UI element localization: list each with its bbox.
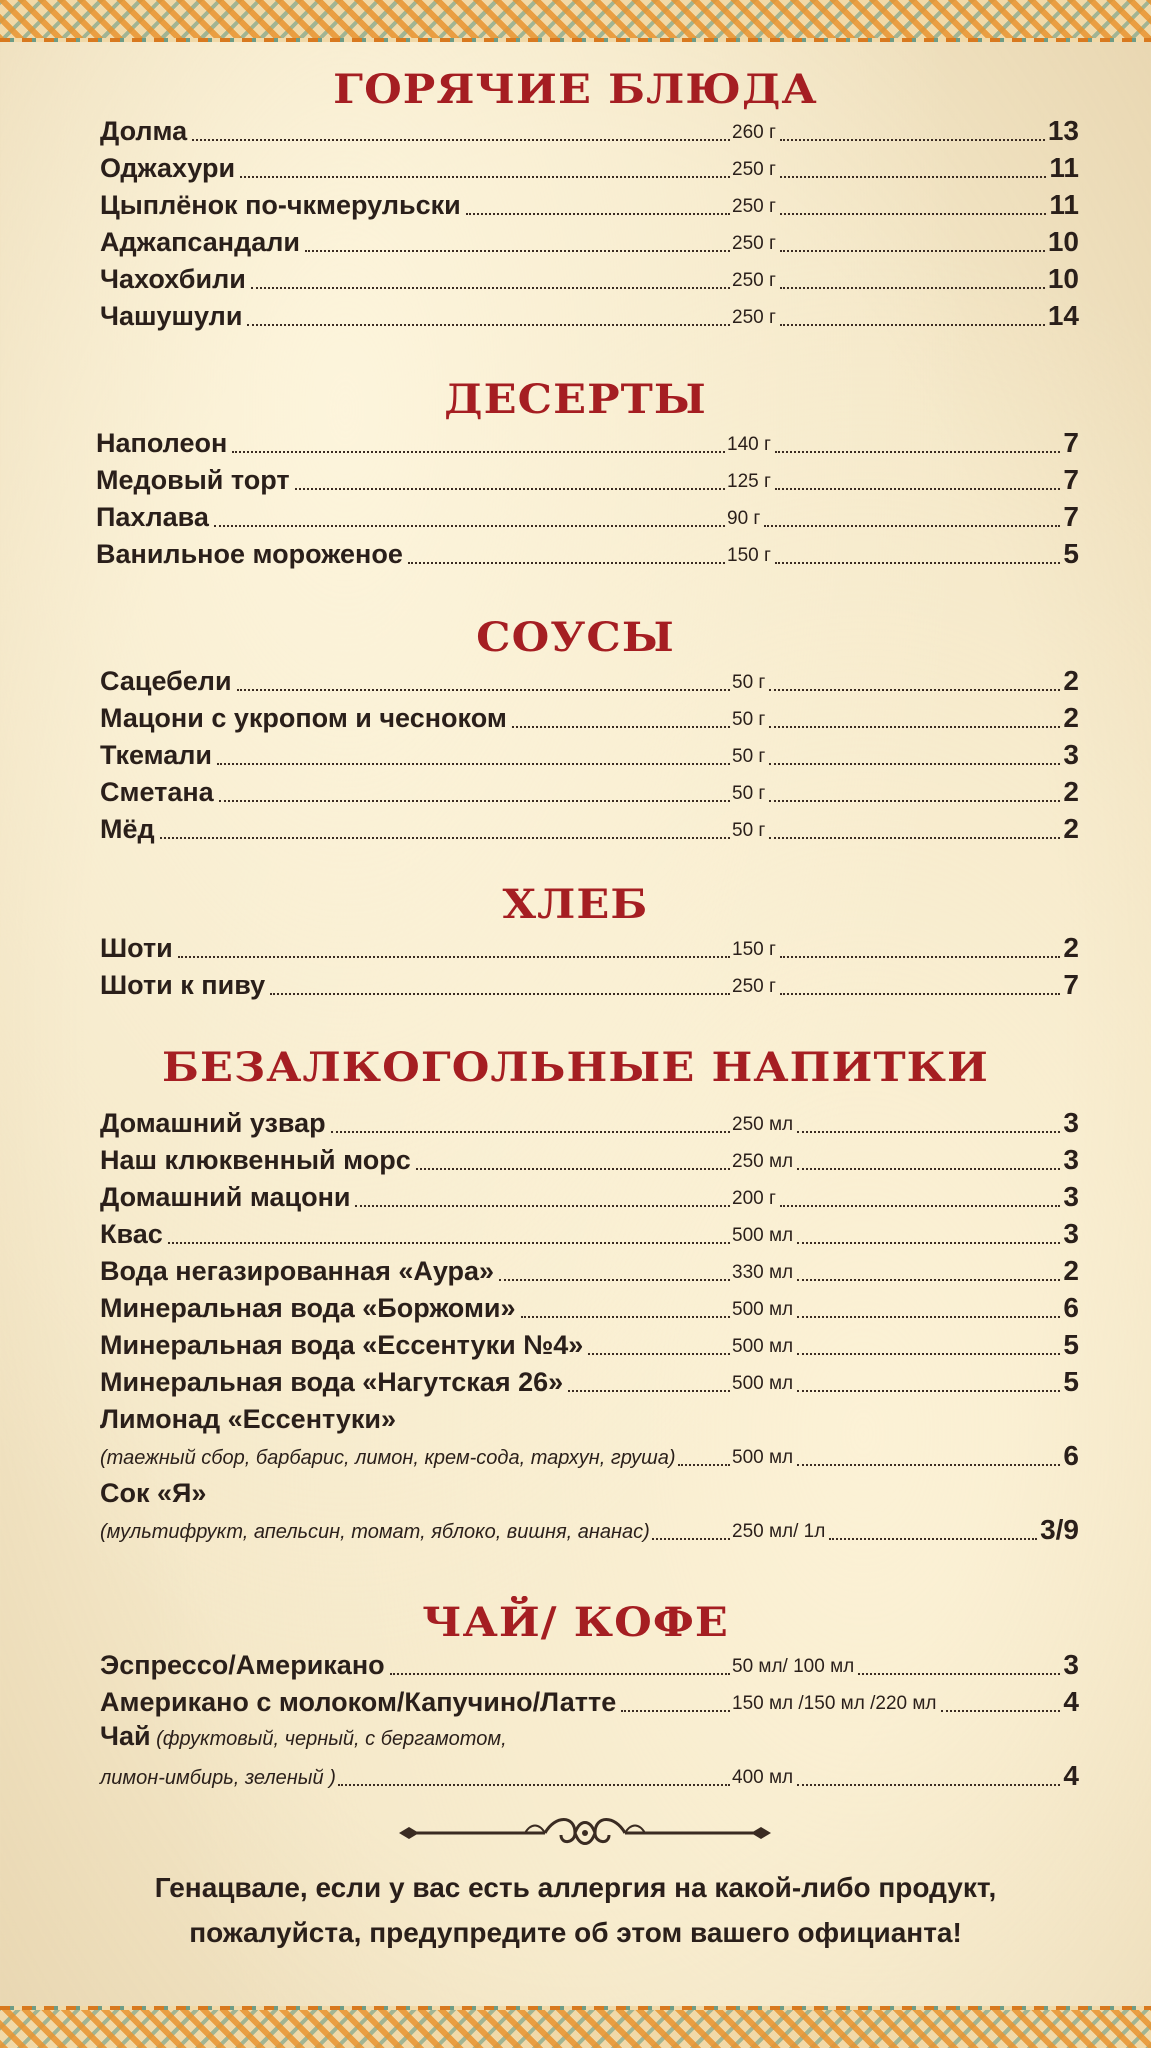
- dot-leader: [769, 726, 1060, 728]
- menu-item-portion: 150 г: [727, 545, 771, 566]
- menu-item-row: [0, 1291, 1151, 1328]
- dot-leader: [775, 562, 1060, 564]
- dot-leader: [168, 1242, 730, 1244]
- menu-item-portion: 250 г: [732, 307, 776, 328]
- menu-item-name: Аджапсандали: [100, 227, 301, 257]
- menu-item-portion: 250 г: [732, 270, 776, 291]
- dot-leader: [769, 689, 1060, 691]
- menu-section: [0, 877, 1151, 933]
- menu-section: [0, 610, 1151, 666]
- menu-item-price: 7: [1063, 464, 1079, 495]
- menu-item-portion: 90 г: [727, 508, 761, 529]
- menu-item-portion: 50 г: [732, 820, 766, 841]
- menu-item-row: [0, 1365, 1151, 1402]
- menu-item-portion: 250 г: [732, 196, 776, 217]
- menu-item-portion: 500 мл: [732, 1225, 794, 1246]
- dot-leader: [214, 525, 725, 527]
- menu-item-price: 2: [1063, 1255, 1079, 1286]
- dot-leader: [247, 324, 730, 326]
- menu-item-row: [0, 968, 1151, 1005]
- menu-item-name-text: Чай: [100, 1721, 151, 1751]
- menu-item-price: 6: [1063, 1292, 1079, 1323]
- menu-item-name: Пахлава: [96, 502, 209, 532]
- menu-item-price: 3: [1063, 1218, 1079, 1249]
- menu-section: [0, 1040, 1151, 1096]
- menu-item-portion: 150 г: [732, 939, 776, 960]
- menu-item-price: 2: [1063, 776, 1079, 807]
- menu-item-row: [0, 299, 1151, 336]
- menu-item-portion: 125 г: [727, 471, 771, 492]
- section-title: ГОРЯЧИЕ БЛЮДА: [333, 66, 818, 113]
- dot-leader: [780, 1205, 1060, 1207]
- menu-item-row: [0, 738, 1151, 775]
- menu-item-portion: 500 мл: [732, 1299, 794, 1320]
- ornament-divider-icon: [395, 1813, 775, 1853]
- menu-item-row: [0, 1328, 1151, 1365]
- menu-item-price: 6: [1063, 1440, 1079, 1471]
- dot-leader: [295, 488, 725, 490]
- menu-item-price: 3: [1063, 1107, 1079, 1138]
- menu-item-row: [0, 114, 1151, 151]
- dot-leader: [797, 1353, 1060, 1355]
- menu-item-row: [0, 931, 1151, 968]
- dot-leader: [797, 1168, 1060, 1170]
- dot-leader: [769, 763, 1060, 765]
- dot-leader: [568, 1390, 730, 1392]
- menu-section: [0, 1595, 1151, 1651]
- dot-leader: [797, 1131, 1060, 1133]
- menu-item-portion: 140 г: [727, 434, 771, 455]
- dot-leader: [240, 176, 730, 178]
- dot-leader: [270, 993, 730, 995]
- menu-item-name: Вода негазированная «Аура»: [100, 1256, 495, 1286]
- dot-leader: [769, 800, 1060, 802]
- menu-item-name: Мёд: [100, 814, 155, 844]
- menu-item-name: [100, 1477, 209, 1509]
- menu-item-name-text: Сок «Я»: [100, 1478, 207, 1508]
- dot-leader: [769, 837, 1060, 839]
- dot-leader: [780, 993, 1060, 995]
- menu-item-name: Долма: [100, 116, 188, 146]
- dot-leader: [678, 1464, 730, 1466]
- dot-leader: [416, 1168, 730, 1170]
- menu-item-name: Эспрессо/Американо: [100, 1650, 385, 1680]
- dot-leader: [858, 1673, 1060, 1675]
- menu-item-price: 4: [1063, 1686, 1079, 1717]
- menu-item-portion: 250 г: [732, 976, 776, 997]
- dot-leader: [466, 213, 730, 215]
- dot-leader: [331, 1131, 730, 1133]
- menu-item-row: [0, 1143, 1151, 1180]
- dot-leader: [780, 176, 1046, 178]
- menu-item-price: 3/9: [1040, 1514, 1079, 1545]
- menu-item-row: [0, 1254, 1151, 1291]
- dot-leader: [160, 837, 730, 839]
- menu-item-name: Домашний мацони: [100, 1182, 351, 1212]
- dot-leader: [237, 689, 730, 691]
- allergy-notice: [0, 1865, 1151, 1955]
- dot-leader: [780, 956, 1060, 958]
- menu-item-price: 11: [1049, 189, 1079, 220]
- menu-item-row: [0, 500, 1151, 537]
- menu-item-name: Оджахури: [100, 153, 236, 183]
- menu-item-portion: 50 г: [732, 746, 766, 767]
- menu-item-name: Мацони с укропом и чесноком: [100, 703, 507, 733]
- dot-leader: [217, 763, 730, 765]
- menu-item-name: Чахохбили: [100, 264, 246, 294]
- menu-item-row: [0, 1439, 1151, 1476]
- menu-section: [0, 372, 1151, 428]
- dot-leader: [780, 213, 1046, 215]
- menu-item-portion: 250 г: [732, 233, 776, 254]
- menu-item-price: 13: [1047, 115, 1079, 146]
- menu-item-price: 3: [1063, 1181, 1079, 1212]
- menu-item-price: 5: [1063, 538, 1079, 569]
- menu-item-name: Американо с молоком/Капучино/Латте: [100, 1687, 617, 1717]
- menu-item-name: Ткемали: [100, 740, 213, 770]
- ornamental-border-bottom: [0, 2006, 1151, 2048]
- dot-leader: [232, 451, 725, 453]
- menu-section: [0, 62, 1151, 118]
- menu-item-note: лимон-имбирь, зеленый ): [100, 1767, 336, 1789]
- menu-item-portion: 50 мл/ 100 мл: [732, 1656, 855, 1677]
- dot-leader: [652, 1538, 730, 1540]
- menu-item-price: 3: [1063, 1144, 1079, 1175]
- dot-leader: [797, 1464, 1060, 1466]
- menu-item-price: 7: [1063, 969, 1079, 1000]
- dot-leader: [390, 1673, 730, 1675]
- menu-item-name: Медовый торт: [96, 465, 290, 495]
- menu-item-price: 14: [1047, 300, 1079, 331]
- dot-leader: [588, 1353, 730, 1355]
- dot-leader: [219, 800, 730, 802]
- menu-item-name: Минеральная вода «Нагутская 26»: [100, 1367, 564, 1397]
- menu-item-row: [0, 426, 1151, 463]
- dot-leader: [764, 525, 1060, 527]
- dot-leader: [512, 726, 730, 728]
- menu-item-name: Минеральная вода «Боржоми»: [100, 1293, 516, 1323]
- dot-leader: [178, 956, 730, 958]
- menu-item-name: [100, 1403, 399, 1435]
- menu-item-price: 2: [1063, 702, 1079, 733]
- menu-item-row: [0, 537, 1151, 574]
- menu-item-portion: 400 мл: [732, 1767, 794, 1788]
- menu-item-portion: 150 мл /150 мл /220 мл: [732, 1693, 937, 1714]
- menu-item-row: [0, 1513, 1151, 1550]
- dot-leader: [780, 139, 1045, 141]
- menu-item-portion: 200 г: [732, 1188, 776, 1209]
- menu-item-price: 5: [1063, 1329, 1079, 1360]
- menu-item-name: Ванильное мороженое: [96, 539, 403, 569]
- menu-item-price: 7: [1063, 427, 1079, 458]
- menu-item-name: Наш клюквенный морс: [100, 1145, 411, 1175]
- menu-item-row: [0, 1217, 1151, 1254]
- menu-item-row: [0, 775, 1151, 812]
- menu-item-name: Сметана: [100, 777, 214, 807]
- allergy-notice-line1: Генацвале, если у вас есть аллергия на какой-либо продукт,: [154, 1872, 997, 1903]
- menu-item-price: 2: [1063, 665, 1079, 696]
- menu-item-portion: 330 мл: [732, 1262, 794, 1283]
- menu-item-name: Наполеон: [96, 428, 228, 458]
- menu-item-row: [0, 701, 1151, 738]
- menu-item-row: [0, 463, 1151, 500]
- dot-leader: [355, 1205, 730, 1207]
- menu-item-name: Домашний узвар: [100, 1108, 326, 1138]
- menu-item-name: Чашушули: [100, 301, 243, 331]
- menu-item-row: [0, 1402, 1151, 1439]
- dot-leader: [797, 1390, 1060, 1392]
- menu-item-portion: 500 мл: [732, 1373, 794, 1394]
- menu-item-price: 5: [1063, 1366, 1079, 1397]
- menu-item-name-text: Лимонад «Ессентуки»: [100, 1404, 397, 1434]
- menu-item-name: Цыплёнок по-чкмерульски: [100, 190, 461, 220]
- menu-item-portion: 500 мл: [732, 1447, 794, 1468]
- menu-item-row: [0, 1722, 1151, 1759]
- menu-item-portion: 260 г: [732, 122, 776, 143]
- ornamental-border-top: [0, 0, 1151, 42]
- dot-leader: [305, 250, 730, 252]
- allergy-notice-line2: пожалуйста, предупредите об этом вашего официанта!: [189, 1917, 962, 1948]
- dot-leader: [780, 250, 1045, 252]
- menu-item-row: [0, 1685, 1151, 1722]
- menu-item-row: [0, 188, 1151, 225]
- menu-item-name: Квас: [100, 1219, 163, 1249]
- dot-leader: [797, 1784, 1060, 1786]
- menu-item-portion: 250 мл: [732, 1151, 794, 1172]
- menu-item-row: [0, 151, 1151, 188]
- dot-leader: [797, 1279, 1060, 1281]
- menu-item-price: 11: [1049, 152, 1079, 183]
- menu-item-portion: 250 мл: [732, 1114, 794, 1135]
- dot-leader: [797, 1316, 1060, 1318]
- menu-item-portion: 50 г: [732, 783, 766, 804]
- menu-item-note: (таежный сбор, барбарис, лимон, крем-сода, тархун, груша): [100, 1447, 676, 1469]
- menu-item-price: 3: [1063, 739, 1079, 770]
- section-title: БЕЗАЛКОГОЛЬНЫЕ НАПИТКИ: [162, 1044, 989, 1091]
- dot-leader: [829, 1538, 1037, 1540]
- menu-item-row: [0, 1476, 1151, 1513]
- dot-leader: [499, 1279, 730, 1281]
- section-title: ЧАЙ/ КОФЕ: [422, 1599, 729, 1646]
- section-title: СОУСЫ: [476, 614, 675, 661]
- dot-leader: [941, 1710, 1060, 1712]
- dot-leader: [192, 139, 730, 141]
- menu-item-portion: 250 г: [732, 159, 776, 180]
- menu-item-price: 7: [1063, 501, 1079, 532]
- menu-item-name: Шоти к пиву: [100, 970, 266, 1000]
- dot-leader: [251, 287, 730, 289]
- menu-item-name: Сацебели: [100, 666, 232, 696]
- menu-item-portion: 250 мл/ 1л: [732, 1521, 826, 1542]
- menu-item-price: 4: [1063, 1760, 1079, 1791]
- dot-leader: [408, 562, 725, 564]
- menu-item-portion: 50 г: [732, 709, 766, 730]
- menu-item-row: [0, 262, 1151, 299]
- menu-item-portion: 500 мл: [732, 1336, 794, 1357]
- menu-item-price: 10: [1047, 226, 1079, 257]
- menu-item-name-note: (фруктовый, черный, с бергамотом,: [150, 1728, 507, 1750]
- dot-leader: [775, 451, 1060, 453]
- dot-leader: [780, 287, 1045, 289]
- menu-item-row: [0, 664, 1151, 701]
- menu-item-row: [0, 225, 1151, 262]
- section-title: ДЕСЕРТЫ: [444, 376, 707, 423]
- menu-item-price: 2: [1063, 932, 1079, 963]
- dot-leader: [780, 324, 1045, 326]
- menu-item-portion: 50 г: [732, 672, 766, 693]
- menu-item-row: [0, 1106, 1151, 1143]
- menu-item-row: [0, 1648, 1151, 1685]
- dot-leader: [775, 488, 1060, 490]
- dot-leader: [338, 1784, 730, 1786]
- menu-item-price: 3: [1063, 1649, 1079, 1680]
- menu-item-note: (мультифрукт, апельсин, томат, яблоко, вишня, ананас): [100, 1521, 650, 1543]
- dot-leader: [621, 1710, 730, 1712]
- dot-leader: [797, 1242, 1060, 1244]
- dot-leader: [521, 1316, 730, 1318]
- menu-item-row: [0, 1759, 1151, 1796]
- menu-item-price: 10: [1047, 263, 1079, 294]
- menu-item-name: [100, 1720, 510, 1755]
- menu-item-row: [0, 812, 1151, 849]
- menu-item-name: Шоти: [100, 933, 173, 963]
- section-title: ХЛЕБ: [502, 881, 649, 928]
- menu-item-row: [0, 1180, 1151, 1217]
- menu-item-name: Минеральная вода «Ессентуки №4»: [100, 1330, 584, 1360]
- menu-item-price: 2: [1063, 813, 1079, 844]
